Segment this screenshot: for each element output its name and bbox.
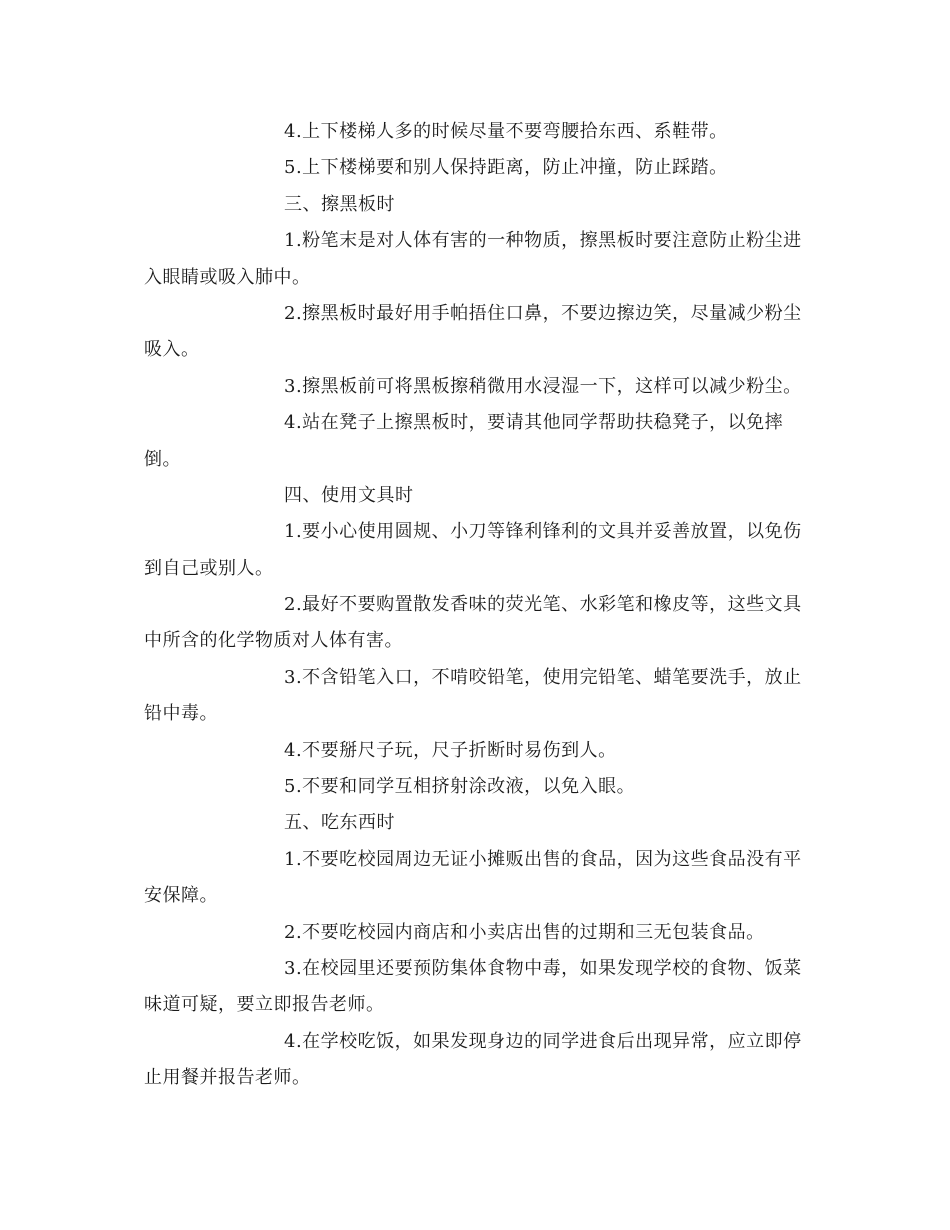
text-line: 2.最好不要购置散发香味的荧光笔、水彩笔和橡皮等，这些文具 (284, 594, 802, 616)
text-line: 3.不含铅笔入口，不啃咬铅笔，使用完铅笔、蜡笔要洗手，放止 (284, 666, 802, 688)
text-line: 5.上下楼梯要和别人保持距离，防止冲撞，防止踩踏。 (284, 157, 728, 179)
text-line: 入眼睛或吸入肺中。 (144, 266, 311, 288)
text-line: 3.擦黑板前可将黑板擦稍微用水浸湿一下，这样可以减少粉尘。 (284, 375, 802, 397)
document-body (144, 114, 809, 1097)
text-line: 4.站在凳子上擦黑板时，要请其他同学帮助扶稳凳子，以免摔 (284, 412, 784, 434)
text-line: 4.在学校吃饭，如果发现身边的同学进食后出现异常，应立即停 (284, 1030, 802, 1052)
text-line: 铅中毒。 (144, 703, 218, 725)
section-heading: 四、使用文具时 (284, 484, 414, 506)
text-line: 中所含的化学物质对人体有害。 (144, 630, 403, 652)
text-line: 1.粉笔末是对人体有害的一种物质，擦黑板时要注意防止粉尘进 (284, 230, 802, 252)
text-line: 1.要小心使用圆规、小刀等锋利锋利的文具并妥善放置，以免伤 (284, 521, 802, 543)
text-line: 安保障。 (144, 885, 218, 907)
text-line: 4.上下楼梯人多的时候尽量不要弯腰拾东西、系鞋带。 (284, 121, 728, 142)
text-line: 2.擦黑板时最好用手帕捂住口鼻，不要边擦边笑，尽量减少粉尘 (284, 302, 802, 324)
text-line: 4.不要掰尺子玩，尺子折断时易伤到人。 (284, 739, 617, 761)
text-line: 5.不要和同学互相挤射涂改液，以免入眼。 (284, 776, 636, 798)
text-line: 到自己或别人。 (144, 557, 274, 579)
text-line: 止用餐并报告老师。 (144, 1067, 311, 1089)
text-line: 吸入。 (144, 339, 200, 361)
section-heading: 三、擦黑板时 (284, 193, 395, 215)
text-line: 倒。 (144, 448, 181, 470)
text-line: 1.不要吃校园周边无证小摊贩出售的食品，因为这些食品没有平 (284, 848, 802, 870)
text-line: 味道可疑，要立即报告老师。 (144, 994, 385, 1016)
text-line: 3.在校园里还要预防集体食物中毒，如果发现学校的食物、饭菜 (284, 957, 802, 979)
section-heading: 五、吃东西时 (284, 812, 395, 834)
text-line: 2.不要吃校园内商店和小卖店出售的过期和三无包装食品。 (284, 921, 765, 943)
